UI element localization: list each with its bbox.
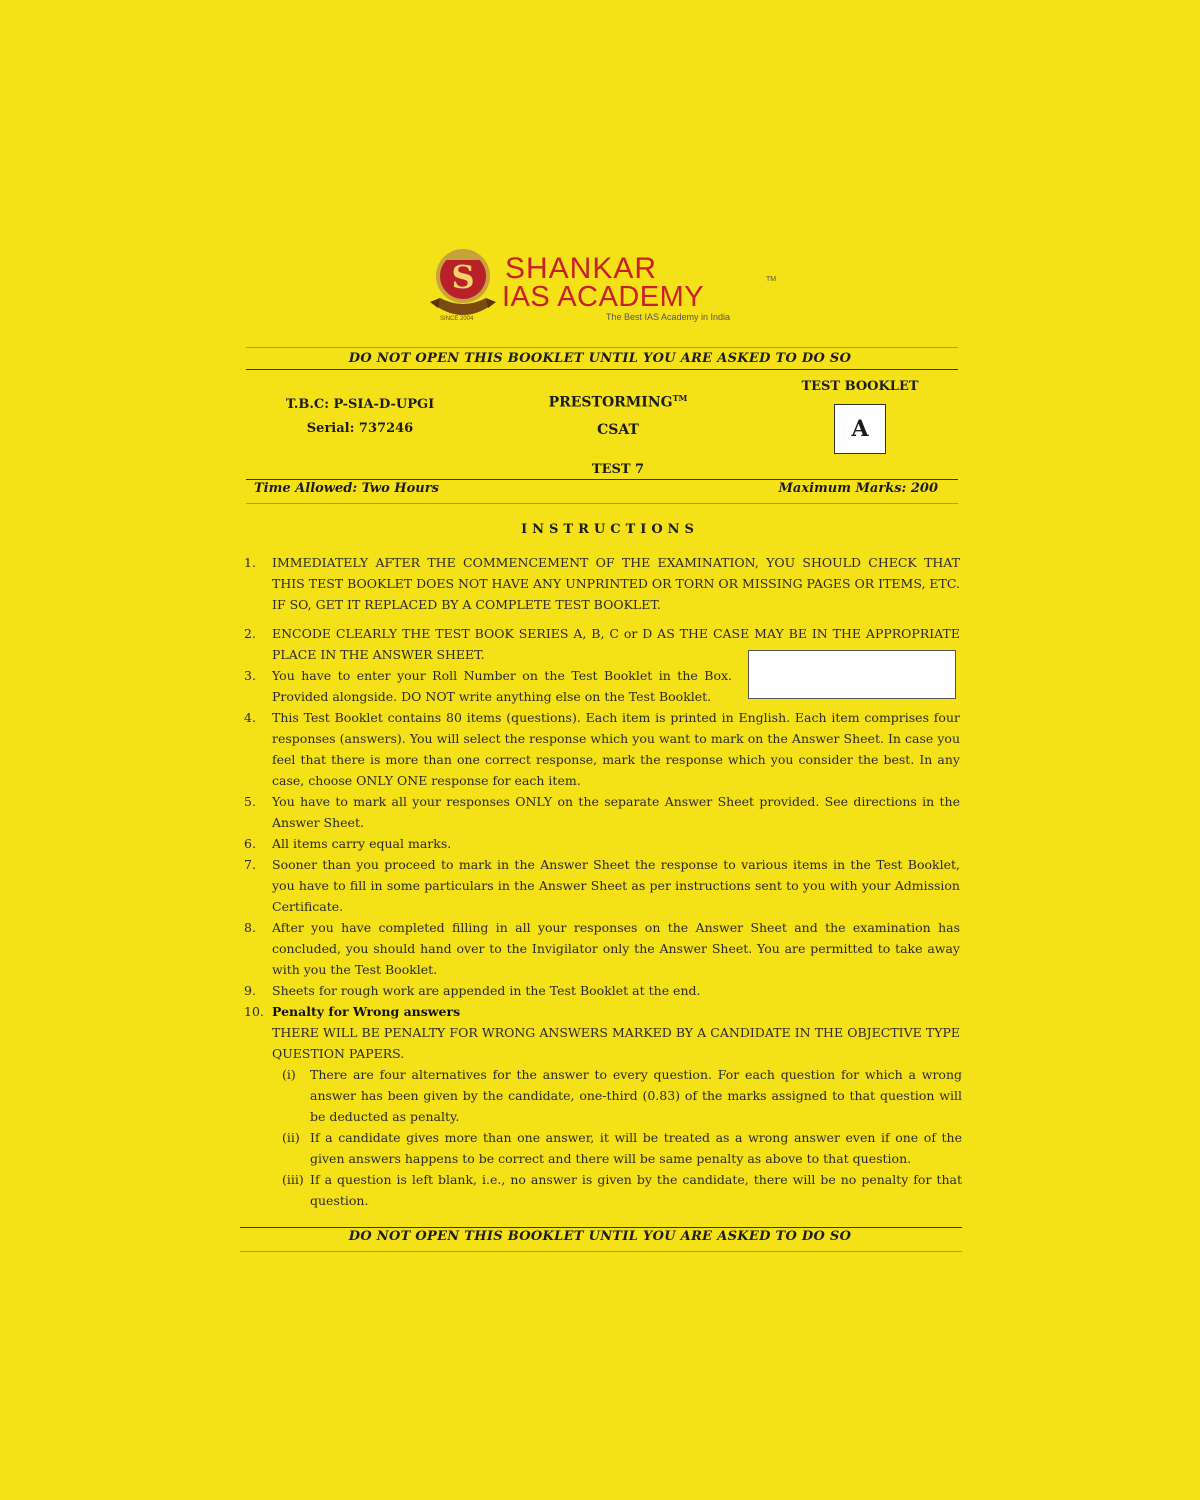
divider <box>240 1251 962 1252</box>
divider <box>246 369 958 370</box>
serial-number: Serial: 737246 <box>306 421 414 436</box>
divider <box>240 1227 962 1228</box>
academy-name-line2: IAS ACADEMY <box>502 281 705 313</box>
maximum-marks: Maximum Marks: 200 <box>778 481 938 496</box>
instruction-item: 8. After you have completed filling in all your responses on the Answer Sheet and the examination has concluded, you should hand over to the Invigilator only the Answer Sheet. You are permitted to take away with you the Test Booklet. <box>244 920 960 977</box>
academy-tagline: The Best IAS Academy in India <box>606 312 731 322</box>
instruction-item: 9. Sheets for rough work are appended in the Test Booklet at the end. <box>244 983 701 998</box>
paper-name: CSAT <box>597 422 639 438</box>
instruction-item: 4. This Test Booklet contains 80 items (questions). Each item is printed in English. Each item comprises four responses (answers). You will select the response which you want to mark on the Answer Sheet. In case you feel that there is more than one correct response, mark the response which you consider the best. In any case, choose ONLY ONE response for each item. <box>244 710 960 788</box>
academy-name-line1: SHANKAR <box>505 252 658 285</box>
warning-bottom: DO NOT OPEN THIS BOOKLET UNTIL YOU ARE ASKED TO DO SO <box>348 1229 852 1244</box>
booklet-series-letter: A <box>851 416 869 442</box>
instruction-item: 7. Sooner than you proceed to mark in the Answer Sheet the response to various items in the Test Booklet, you have to fill in some particulars in the Answer Sheet as per instructions sent to you with your Admission Certificate. <box>244 857 960 914</box>
instruction-item: 2. ENCODE CLEARLY THE TEST BOOK SERIES A, B, C or D AS THE CASE MAY BE IN THE APPROPRIATE PLACE IN THE ANSWER SHEET. <box>244 626 960 662</box>
tbc-code: T.B.C: P-SIA-D-UPGI <box>285 397 435 412</box>
booklet-label: TEST BOOKLET <box>801 379 919 394</box>
divider <box>246 479 958 480</box>
time-allowed: Time Allowed: Two Hours <box>254 481 439 496</box>
program-title: PRESTORMING™ <box>548 393 688 411</box>
divider <box>246 347 958 348</box>
divider <box>246 503 958 504</box>
roll-number-box[interactable] <box>748 650 956 699</box>
instruction-item: 3. You have to enter your Roll Number on the Test Booklet in the Box. Provided alongside. DO NOT write anything else on the Test Booklet. <box>244 668 732 704</box>
instruction-item: 6. All items carry equal marks. <box>244 836 452 851</box>
penalty-point: (ii) If a candidate gives more than one answer, it will be treated as a wrong answer even if one of the given answers happens to be correct and there will be same penalty as above to that question. <box>282 1130 962 1166</box>
instructions-title: INSTRUCTIONS <box>521 522 699 537</box>
instruction-item: 1. IMMEDIATELY AFTER THE COMMENCEMENT OF THE EXAMINATION, YOU SHOULD CHECK THAT THIS TEST BOOKLET DOES NOT HAVE ANY UNPRINTED OR TORN OR MISSING PAGES OR ITEMS, ETC. IF SO, GET IT REPLACED BY A COMPLETE TEST BOOKLET. <box>244 555 960 612</box>
svg-text:S: S <box>451 258 475 296</box>
test-number: TEST 7 <box>591 462 645 477</box>
penalty-heading: Penalty for Wrong answers <box>272 1004 461 1019</box>
instruction-item: 10. Penalty for Wrong answers <box>244 1001 960 1022</box>
academy-emblem-icon <box>428 246 498 324</box>
instruction-item: 5. You have to mark all your responses ONLY on the separate Answer Sheet provided. See directions in the Answer Sheet. <box>244 794 960 830</box>
since-label: SINCE 2004 <box>440 316 474 322</box>
penalty-point: (iii) If a question is left blank, i.e., no answer is given by the candidate, there will be no penalty for that question. <box>282 1172 962 1208</box>
warning-top: DO NOT OPEN THIS BOOKLET UNTIL YOU ARE ASKED TO DO SO <box>348 351 852 366</box>
penalty-note: THERE WILL BE PENALTY FOR WRONG ANSWERS MARKED BY A CANDIDATE IN THE OBJECTIVE TYPE QUESTION PAPERS. <box>272 1025 960 1061</box>
booklet-series-box <box>834 404 886 454</box>
trademark-mark: TM <box>766 276 777 283</box>
penalty-point: (i) There are four alternatives for the answer to every question. For each question for which a wrong answer has been given by the candidate, one-third (0.83) of the marks assigned to that question will be deducted as penalty. <box>282 1067 962 1124</box>
